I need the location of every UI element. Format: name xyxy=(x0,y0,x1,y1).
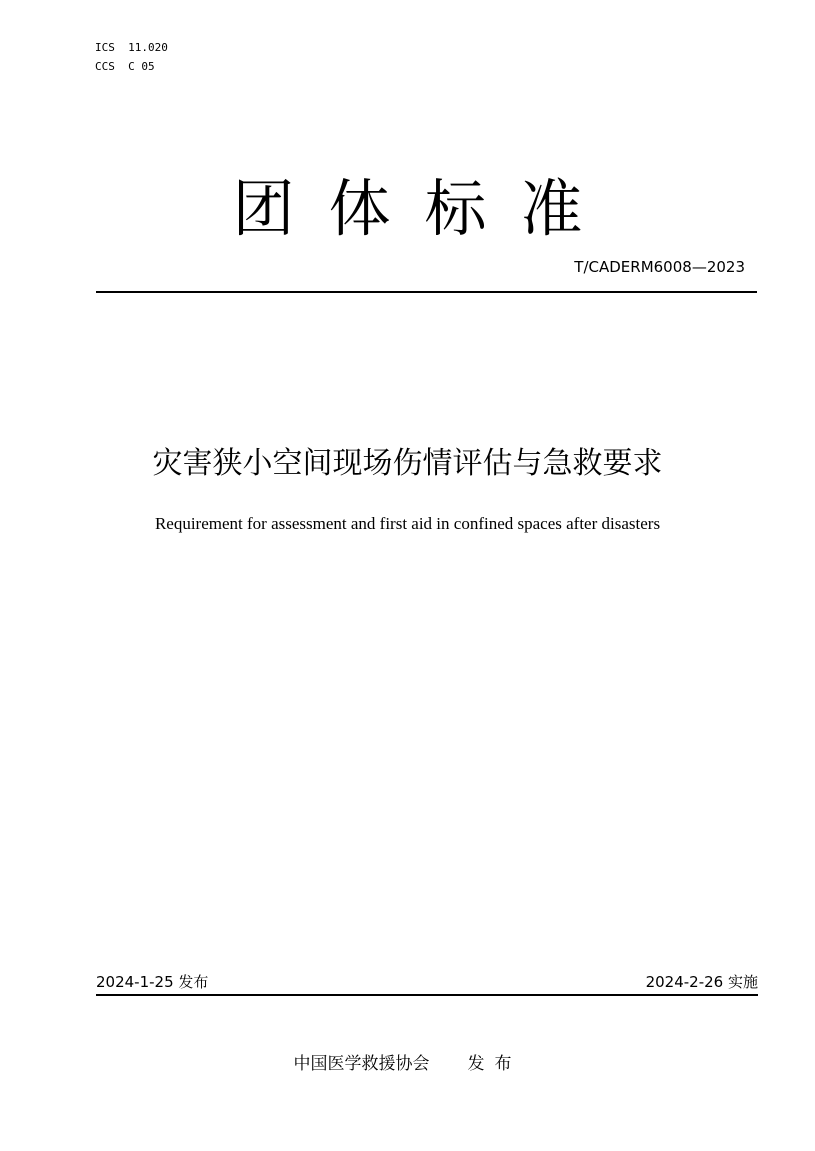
ccs-code: CCS C 05 xyxy=(95,60,155,73)
standard-type-heading: 团体标准 xyxy=(232,172,617,245)
issue-date: 2024-1-25 发布 xyxy=(96,973,209,991)
document-title-english: Requirement for assessment and first aid in confined spaces after disasters xyxy=(154,514,661,533)
top-divider xyxy=(96,291,757,293)
publisher-action: 发布 xyxy=(467,1054,522,1074)
standard-number: T/CADERM6008—2023 xyxy=(574,258,745,276)
publisher-line xyxy=(0,1053,815,1075)
ics-code: ICS 11.020 xyxy=(95,41,168,54)
bottom-divider xyxy=(96,994,758,996)
document-title-chinese: 灾害狭小空间现场伤情评估与急救要求 xyxy=(152,446,663,481)
publisher-name: 中国医学救援协会 xyxy=(293,1054,430,1074)
implementation-date: 2024-2-26 实施 xyxy=(645,973,758,991)
